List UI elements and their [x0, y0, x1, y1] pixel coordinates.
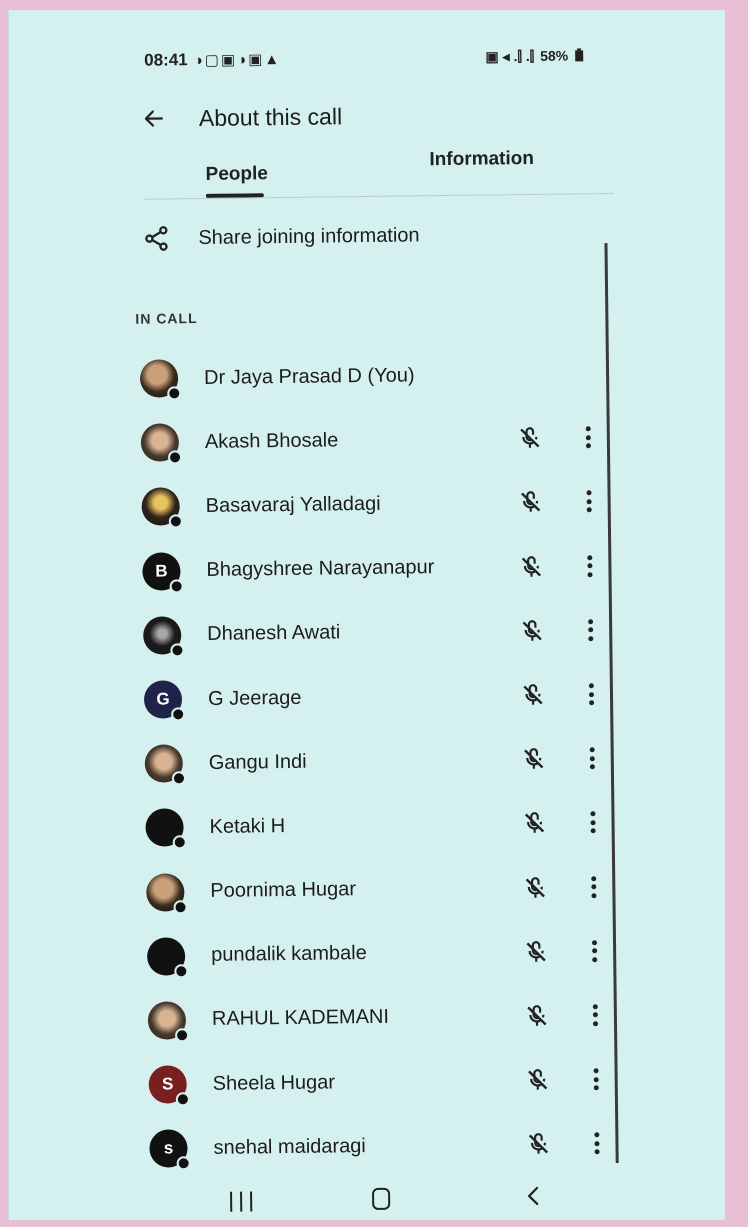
avatar: [141, 488, 179, 526]
mic-off-icon: [517, 425, 543, 451]
avatar: [147, 937, 185, 975]
more-options-icon[interactable]: [591, 1066, 601, 1092]
presence-dot: [173, 836, 187, 850]
participant-name: pundalik kambale: [211, 942, 367, 967]
mic-off-icon: [519, 618, 545, 644]
mic-off-icon: [522, 874, 548, 900]
arrow-back-icon[interactable]: [139, 103, 169, 133]
presence-dot: [169, 515, 183, 529]
presence-dot: [168, 451, 182, 465]
more-options-icon[interactable]: [590, 1002, 600, 1028]
participant-row[interactable]: [145, 1111, 616, 1181]
battery-icon: [574, 48, 584, 62]
share-icon: [142, 224, 170, 252]
participant-name: Ketaki H: [209, 814, 286, 838]
more-options-icon[interactable]: [583, 425, 593, 451]
participant-name: RAHUL KADEMANI: [211, 1006, 390, 1031]
avatar-initial: S: [161, 1074, 174, 1094]
mic-off-icon: [518, 553, 544, 579]
more-options-icon[interactable]: [583, 489, 593, 515]
mic-off-icon: [521, 746, 547, 772]
avatar-initial: B: [155, 561, 168, 581]
mic-off-icon: [521, 810, 547, 836]
tab-information[interactable]: Information: [429, 147, 535, 171]
notification-icons: ◑▢▣◑▣▲: [193, 51, 282, 70]
participant-row[interactable]: [143, 919, 614, 989]
more-options-icon[interactable]: [588, 874, 598, 900]
participant-name: Sheela Hugar: [212, 1071, 336, 1095]
battery-label: 58%: [540, 47, 569, 64]
participant-row[interactable]: [144, 983, 615, 1053]
avatar: [145, 744, 183, 782]
in-call-section-label: IN CALL: [135, 310, 198, 327]
avatar: [148, 1001, 186, 1039]
mic-off-icon: [517, 489, 543, 515]
participant-row[interactable]: [142, 855, 613, 925]
presence-dot: [171, 707, 185, 721]
recent-apps-icon[interactable]: [230, 1191, 252, 1211]
presence-dot: [173, 900, 187, 914]
participant-name: Dr Jaya Prasad D (You): [203, 363, 415, 389]
more-options-icon[interactable]: [587, 745, 597, 771]
mic-off-icon: [520, 682, 546, 708]
mic-off-icon: [525, 1067, 551, 1093]
more-options-icon[interactable]: [584, 553, 594, 579]
avatar: [141, 424, 179, 462]
participant-name: G Jeerage: [207, 686, 302, 710]
participant-name: Akash Bhosale: [204, 429, 339, 453]
more-options-icon[interactable]: [586, 681, 596, 707]
more-options-icon[interactable]: [589, 938, 599, 964]
participant-row[interactable]: [140, 726, 611, 796]
app-bar: [139, 94, 559, 139]
participant-name: Basavaraj Yalladagi: [205, 492, 381, 517]
signal-icon: ▣ ◂ .⫿ .⫿: [485, 47, 535, 65]
presence-dot: [174, 964, 188, 978]
participant-row[interactable]: [138, 534, 609, 604]
more-options-icon[interactable]: [585, 617, 595, 643]
mic-off-icon: [523, 939, 549, 965]
presence-dot: [177, 1157, 191, 1171]
participant-name: Gangu Indi: [208, 750, 307, 774]
tab-bar: [143, 147, 614, 203]
avatar-initial: G: [156, 689, 170, 709]
avatar: [140, 359, 178, 397]
tab-people[interactable]: People: [205, 163, 269, 185]
participant-row[interactable]: [140, 662, 611, 732]
avatar: [149, 1130, 187, 1168]
participant-row[interactable]: [141, 790, 612, 860]
participant-name: Poornima Hugar: [210, 878, 357, 903]
system-nav-bar: [166, 1177, 586, 1220]
participant-name: Bhagyshree Narayanapur: [206, 556, 435, 582]
presence-dot: [175, 1028, 189, 1042]
phone-screen: [8, 10, 725, 1220]
presence-dot: [170, 643, 184, 657]
participant-row[interactable]: [139, 598, 610, 668]
avatar: [146, 873, 184, 911]
presence-dot: [167, 386, 181, 400]
share-label: Share joining information: [198, 223, 420, 249]
more-options-icon[interactable]: [587, 810, 597, 836]
screen-content: [8, 10, 725, 1220]
page-title: About this call: [198, 102, 343, 131]
avatar-initial: s: [163, 1138, 174, 1158]
mic-off-icon: [525, 1131, 551, 1157]
share-joining-info-button[interactable]: [142, 214, 562, 259]
presence-dot: [172, 771, 186, 785]
presence-dot: [170, 579, 184, 593]
avatar: [145, 809, 183, 847]
presence-dot: [176, 1092, 190, 1106]
participant-name: snehal maidaragi: [213, 1134, 366, 1159]
participant-row[interactable]: [136, 341, 607, 411]
status-time: 08:41: [144, 50, 188, 70]
home-icon[interactable]: [372, 1188, 390, 1210]
participant-name: Dhanesh Awati: [207, 621, 341, 646]
participant-row[interactable]: [137, 469, 608, 539]
status-bar: [144, 43, 584, 72]
more-options-icon[interactable]: [591, 1131, 601, 1157]
mic-off-icon: [524, 1003, 550, 1029]
avatar: [142, 552, 180, 590]
nav-back-icon[interactable]: [522, 1184, 546, 1208]
participant-row[interactable]: [136, 405, 607, 475]
avatar: [148, 1065, 186, 1103]
avatar: [144, 680, 182, 718]
avatar: [143, 616, 181, 654]
participant-list: [136, 341, 616, 1181]
status-right: [485, 47, 584, 65]
participant-row[interactable]: [144, 1047, 615, 1117]
